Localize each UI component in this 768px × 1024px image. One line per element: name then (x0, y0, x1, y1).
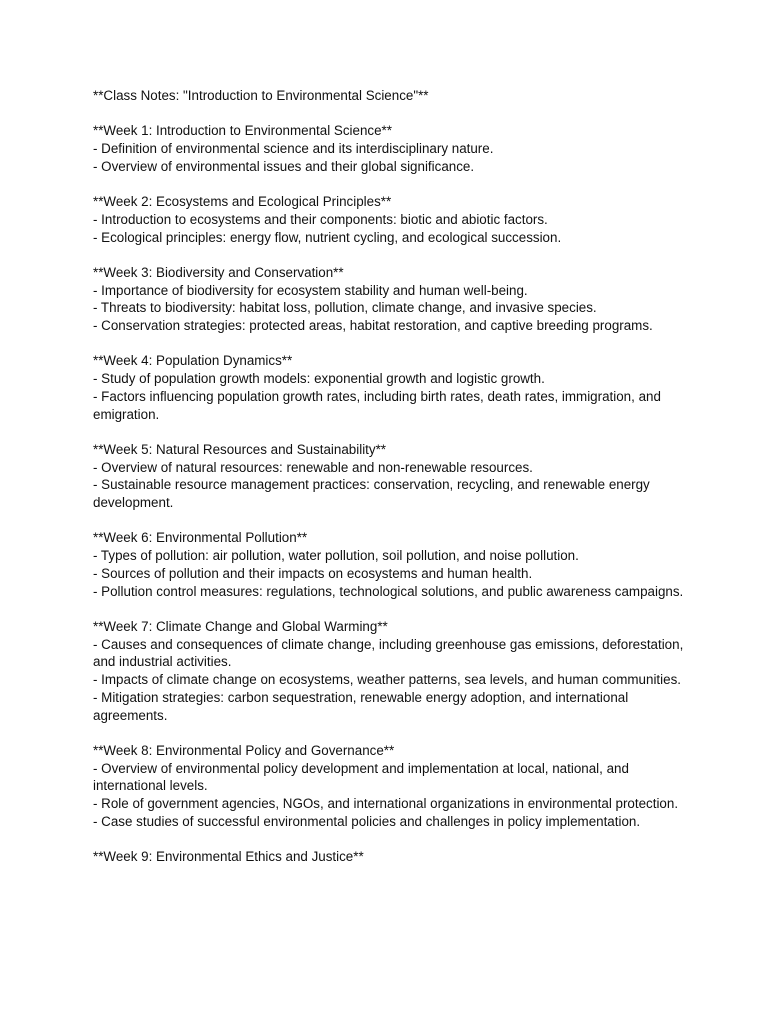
week-2-section (93, 193, 688, 246)
week-6-bullet-2: - Sources of pollution and their impacts on ecosystems and human health. (93, 565, 533, 581)
week-8-bullet-2: - Role of government agencies, NGOs, and international organizations in environmental protection. (93, 796, 679, 811)
week-8-heading: **Week 8: Environmental Policy and Governance** (93, 742, 395, 758)
week-4-section (93, 352, 688, 423)
week-3-section (93, 264, 688, 335)
week-9-heading: **Week 9: Environmental Ethics and Justice** (93, 849, 364, 865)
week-6-bullet-1: - Types of pollution: air pollution, water pollution, soil pollution, and noise pollution. (93, 548, 579, 564)
week-4-bullet-2: - Factors influencing population growth rates, including birth rates, death rates, immigration, and emigration. (93, 388, 661, 422)
week-7-section (93, 618, 688, 724)
week-6-bullet-3: - Pollution control measures: regulations, technological solutions, and public awareness campaigns. (93, 583, 684, 599)
week-7-bullet-3: - Mitigation strategies: carbon sequestration, renewable energy adoption, and international agreements. (93, 689, 629, 723)
week-4-heading: **Week 4: Population Dynamics** (93, 353, 293, 369)
week-8-section (93, 742, 688, 831)
week-6-section (93, 529, 688, 600)
week-8-bullet-3: - Case studies of successful environmental policies and challenges in policy implementation. (93, 813, 641, 829)
week-7-bullet-1: - Causes and consequences of climate change, including greenhouse gas emissions, deforestation, and industrial activities. (93, 636, 684, 670)
week-3-bullet-1: - Importance of biodiversity for ecosystem stability and human well-being. (93, 282, 528, 298)
week-5-section (93, 441, 688, 512)
week-7-bullet-2: - Impacts of climate change on ecosystems, weather patterns, sea levels, and human communities. (93, 672, 681, 688)
week-2-bullet-1: - Introduction to ecosystems and their components: biotic and abiotic factors. (93, 211, 548, 227)
week-7-heading: **Week 7: Climate Change and Global Warming** (93, 618, 388, 634)
week-5-heading: **Week 5: Natural Resources and Sustainability** (93, 441, 387, 457)
week-1-bullet-2: - Overview of environmental issues and their global significance. (93, 158, 475, 174)
week-8-bullet-1: - Overview of environmental policy development and implementation at local, national, and international levels. (93, 760, 629, 794)
week-2-bullet-2: - Ecological principles: energy flow, nutrient cycling, and ecological succession. (93, 229, 562, 245)
week-6-heading: **Week 6: Environmental Pollution** (93, 530, 308, 546)
week-1-section (93, 122, 688, 175)
week-3-heading: **Week 3: Biodiversity and Conservation** (93, 264, 344, 280)
week-4-bullet-1: - Study of population growth models: exponential growth and logistic growth. (93, 371, 545, 387)
document-title: **Class Notes: "Introduction to Environmental Science"** (93, 88, 429, 103)
week-1-bullet-1: - Definition of environmental science and its interdisciplinary nature. (93, 141, 494, 157)
document-page (93, 87, 688, 883)
week-3-bullet-3: - Conservation strategies: protected areas, habitat restoration, and captive breeding programs. (93, 318, 653, 334)
week-1-heading: **Week 1: Introduction to Environmental Science** (93, 123, 392, 139)
week-5-bullet-2: - Sustainable resource management practices: conservation, recycling, and renewable energy development. (93, 477, 650, 511)
week-9-section (93, 848, 688, 866)
week-2-heading: **Week 2: Ecosystems and Ecological Principles** (93, 194, 392, 210)
week-3-bullet-2: - Threats to biodiversity: habitat loss, pollution, climate change, and invasive species. (93, 300, 597, 316)
week-5-bullet-1: - Overview of natural resources: renewable and non-renewable resources. (93, 459, 533, 475)
